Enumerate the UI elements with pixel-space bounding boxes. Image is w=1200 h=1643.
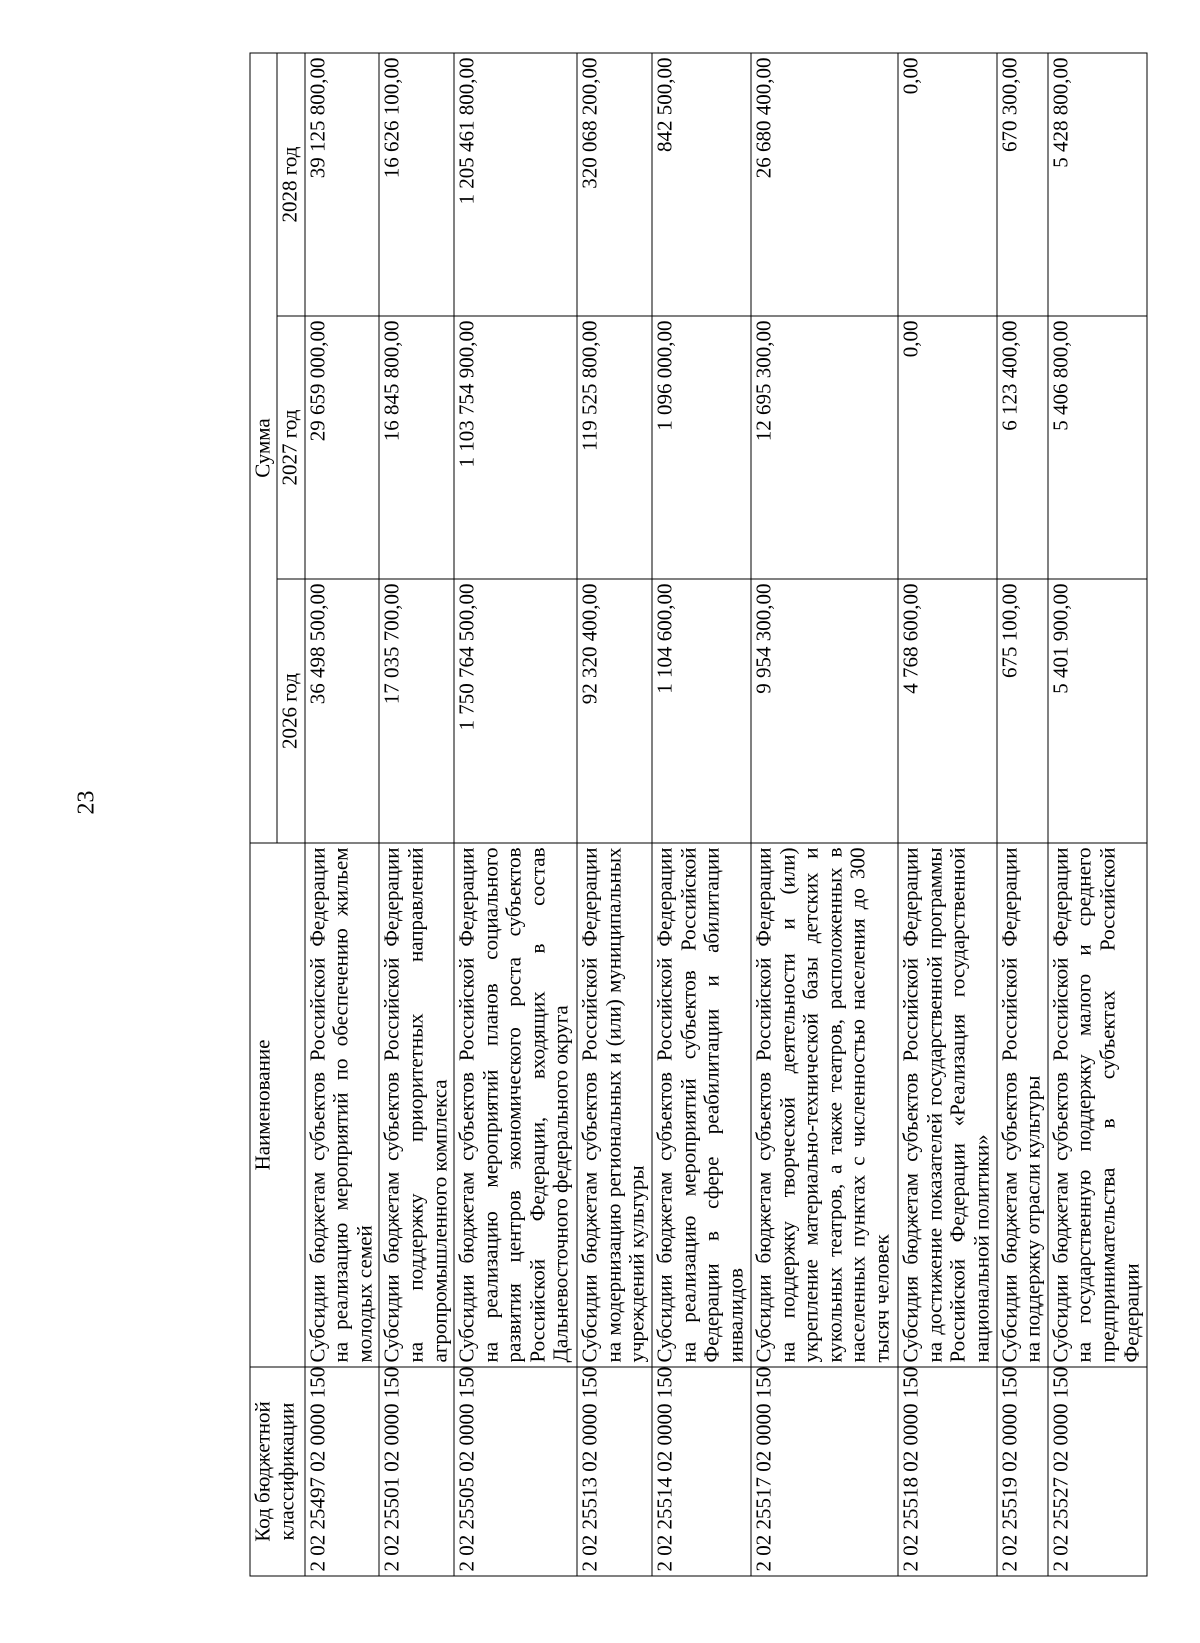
cell-amount-2027: 5 406 800,00 [1048,316,1147,579]
table-header-row [250,53,277,1576]
cell-amount-2028: 26 680 400,00 [751,53,898,316]
cell-name: Субсидии бюджетам субъектов Российской Федерации на реализацию мероприятий субъектов Российской Федерации в сфере реабилитации и абилитации инвалидов [652,843,751,1367]
header-name: Наименование [250,843,305,1367]
table-row [577,53,652,1576]
cell-amount-2027: 1 103 754 900,00 [454,316,577,579]
header-year-2027: 2027 год [277,316,305,579]
cell-name: Субсидии бюджетам субъектов Российской Федерации на поддержку приоритетных направлений агропромышленного комплекса [379,843,454,1367]
cell-code: 2 02 25505 02 0000 150 [454,1367,577,1576]
cell-amount-2026: 9 954 300,00 [751,579,898,843]
cell-amount-2028: 39 125 800,00 [305,53,380,316]
cell-amount-2026: 675 100,00 [997,579,1048,843]
cell-code: 2 02 25514 02 0000 150 [652,1367,751,1576]
cell-code: 2 02 25513 02 0000 150 [577,1367,652,1576]
table-row [652,53,751,1576]
cell-amount-2028: 0,00 [898,53,997,316]
table-row [898,53,997,1576]
header-year-2026: 2026 год [277,579,305,843]
cell-amount-2026: 1 104 600,00 [652,579,751,843]
table-row [751,53,898,1576]
header-sum: Сумма [250,53,277,843]
budget-table [250,52,1148,1576]
cell-amount-2027: 6 123 400,00 [997,316,1048,579]
cell-amount-2027: 12 695 300,00 [751,316,898,579]
table-row [997,53,1048,1576]
cell-amount-2026: 36 498 500,00 [305,579,380,843]
cell-amount-2027: 16 845 800,00 [379,316,454,579]
cell-amount-2028: 320 068 200,00 [577,53,652,316]
table-row [379,53,454,1576]
table-row [1048,53,1147,1576]
cell-name: Субсидии бюджетам субъектов Российской Федерации на реализацию мероприятий планов социального развития центров экономического роста субъектов Российской Федерации, входящих в состав Дальневосточного федерального округа [454,843,577,1367]
cell-amount-2028: 1 205 461 800,00 [454,53,577,316]
cell-name: Субсидии бюджетам субъектов Российской Федерации на поддержку отрасли культуры [997,843,1048,1367]
cell-amount-2027: 29 659 000,00 [305,316,380,579]
cell-amount-2026: 1 750 764 500,00 [454,579,577,843]
cell-name: Субсидия бюджетам субъектов Российской Федерации на достижение показателей государственной программы Российской Федерации «Реализация государственной национальной политики» [898,843,997,1367]
cell-amount-2027: 1 096 000,00 [652,316,751,579]
cell-code: 2 02 25497 02 0000 150 [305,1367,380,1576]
cell-amount-2028: 5 428 800,00 [1048,53,1147,316]
cell-code: 2 02 25527 02 0000 150 [1048,1367,1147,1576]
header-code: Код бюджетной классификации [250,1367,305,1576]
cell-amount-2028: 670 300,00 [997,53,1048,316]
cell-amount-2026: 17 035 700,00 [379,579,454,843]
cell-amount-2028: 16 626 100,00 [379,53,454,316]
cell-name: Субсидии бюджетам субъектов Российской Федерации на модернизацию региональных и (или) муниципальных учреждений культуры [577,843,652,1367]
cell-amount-2026: 92 320 400,00 [577,579,652,843]
cell-name: Субсидии бюджетам субъектов Российской Федерации на поддержку творческой деятельности и (или) укрепление материально-технической базы детских и кукольных театров, а также театров, расположенных в населенных пунктах с численностью населения до 300 тысяч человек [751,843,898,1367]
budget-table-container [250,54,1148,1577]
cell-code: 2 02 25519 02 0000 150 [997,1367,1048,1576]
cell-name: Субсидии бюджетам субъектов Российской Федерации на государственную поддержку малого и среднего предпринимательства в субъектах Российской Федерации [1048,843,1147,1367]
page-number: 23 [73,790,100,815]
cell-code: 2 02 25501 02 0000 150 [379,1367,454,1576]
cell-code: 2 02 25517 02 0000 150 [751,1367,898,1576]
table-row [305,53,380,1576]
cell-name: Субсидии бюджетам субъектов Российской Федерации на реализацию мероприятий по обеспечению жильем молодых семей [305,843,380,1367]
header-year-2028: 2028 год [277,53,305,316]
cell-amount-2026: 4 768 600,00 [898,579,997,843]
table-row [454,53,577,1576]
cell-amount-2027: 0,00 [898,316,997,579]
cell-amount-2028: 842 500,00 [652,53,751,316]
cell-code: 2 02 25518 02 0000 150 [898,1367,997,1576]
cell-amount-2026: 5 401 900,00 [1048,579,1147,843]
cell-amount-2027: 119 525 800,00 [577,316,652,579]
